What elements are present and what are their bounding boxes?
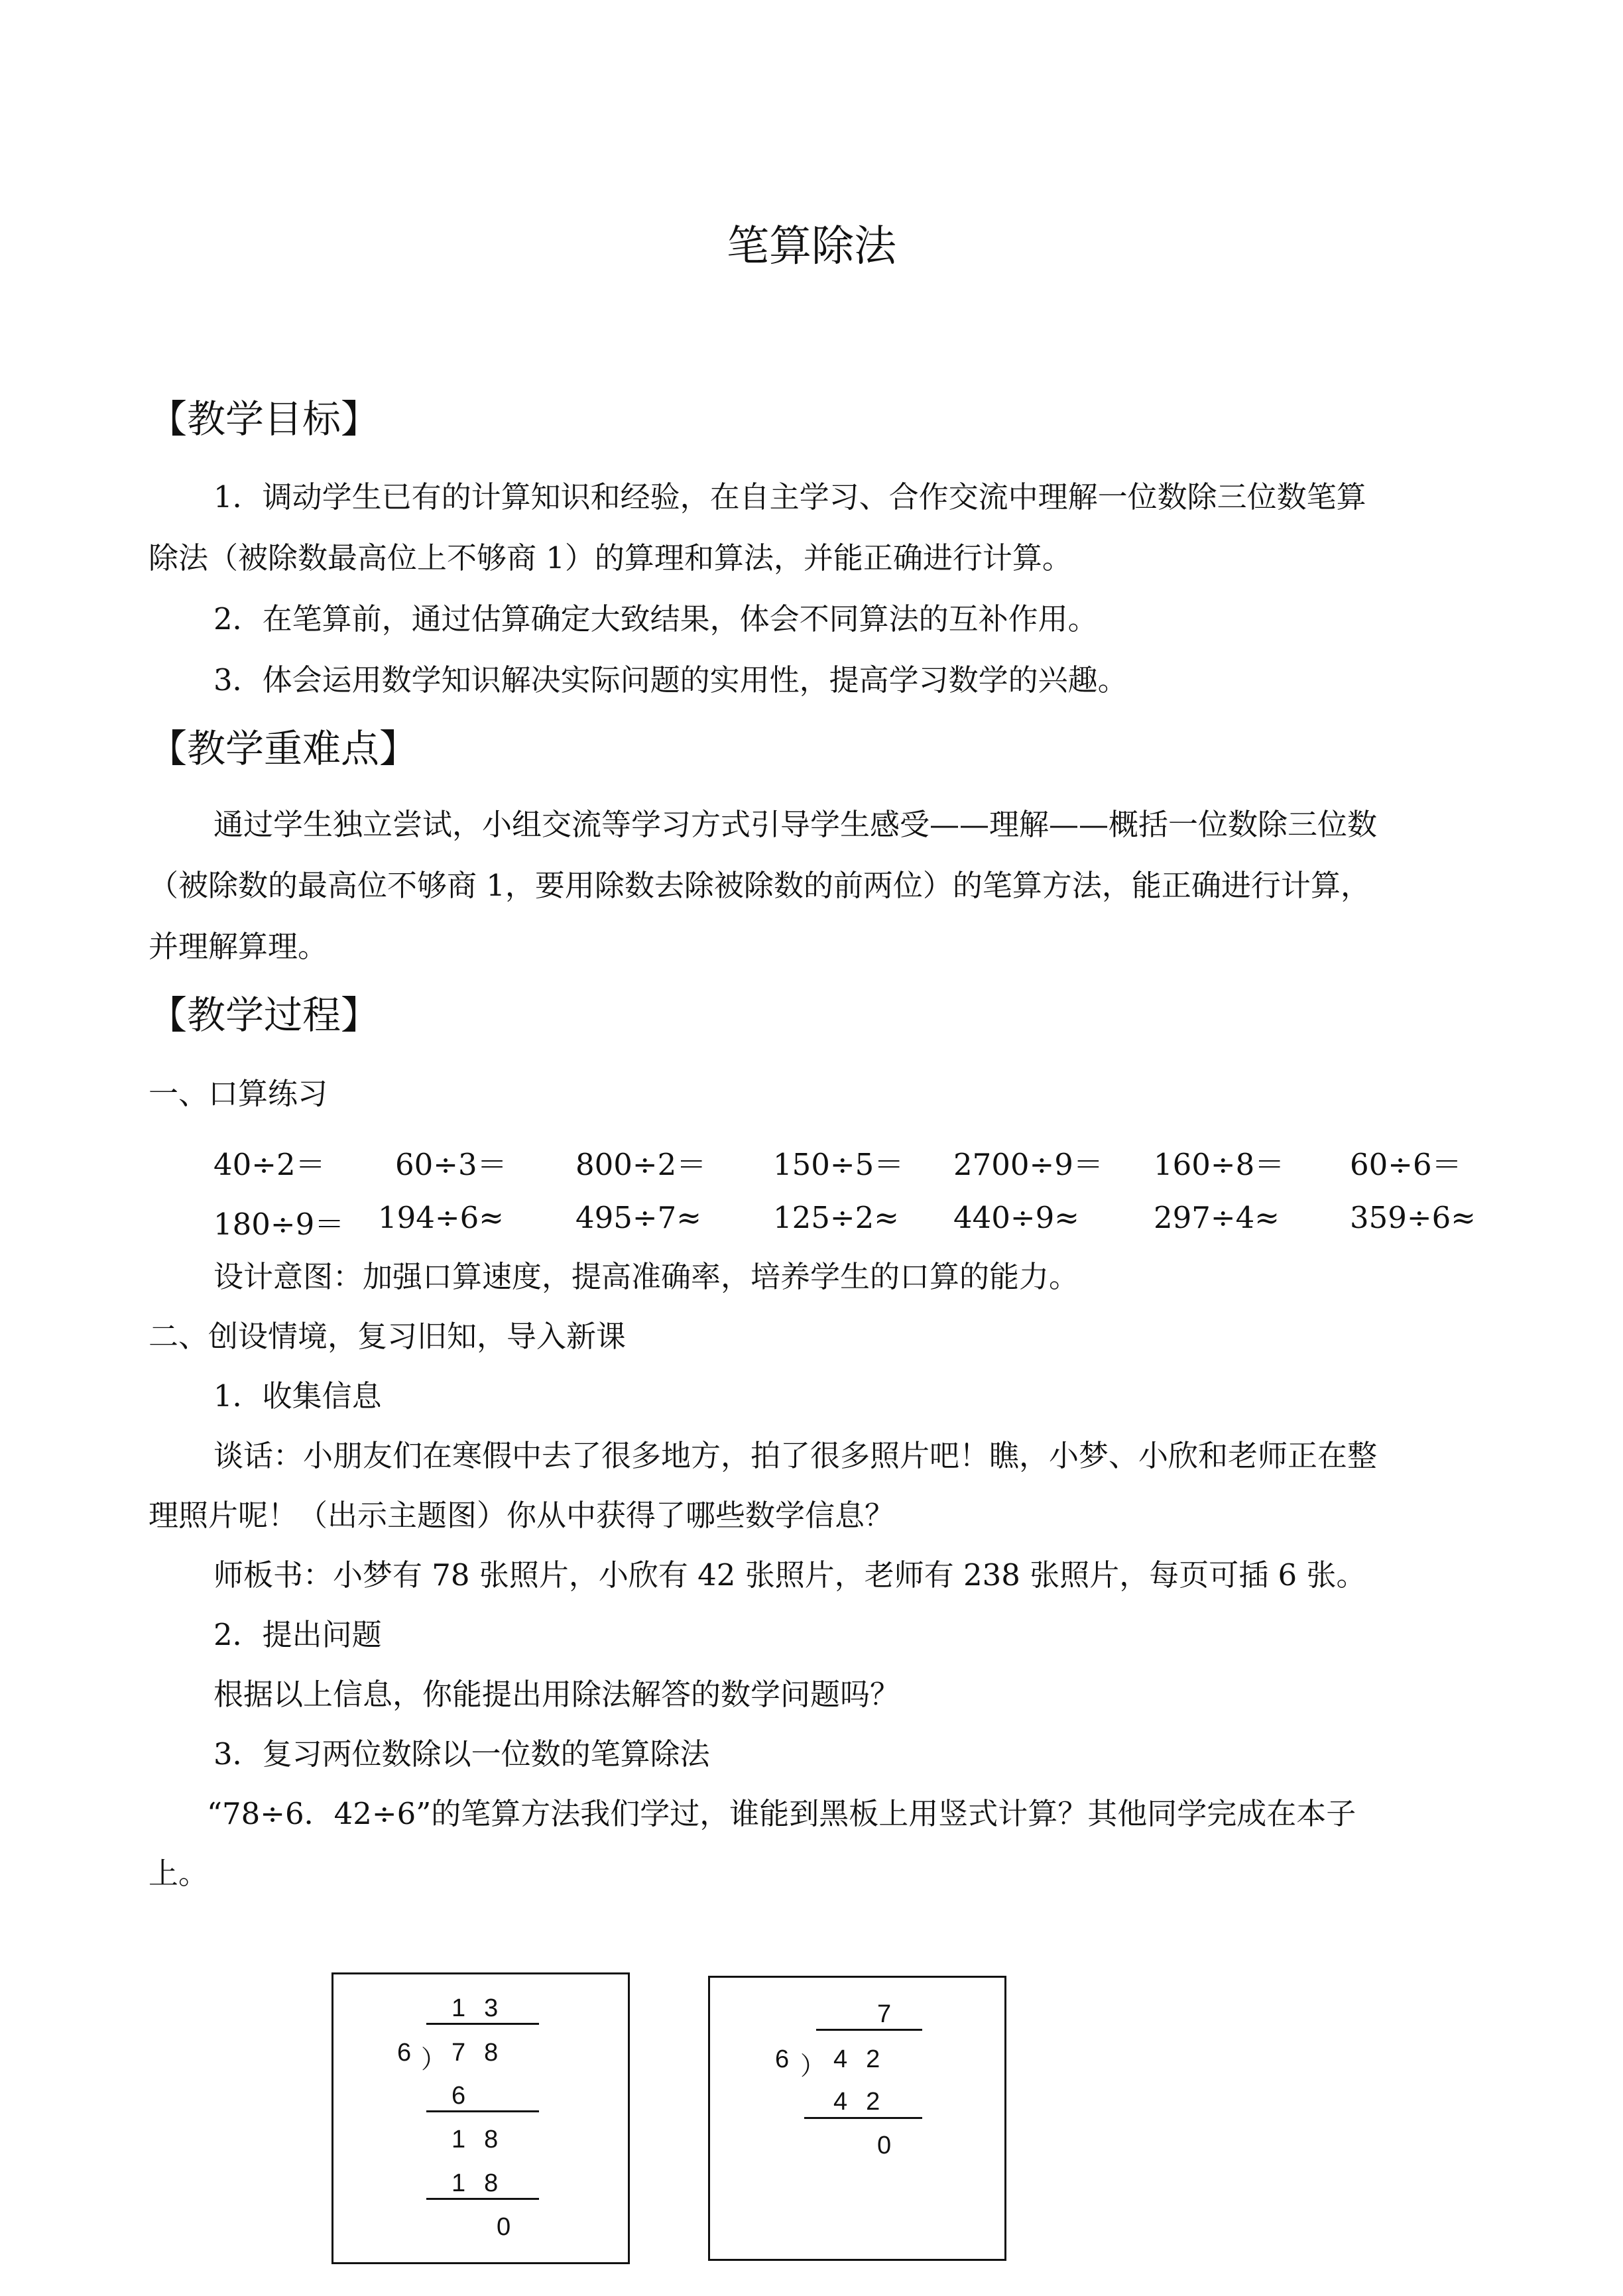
partial-remainder: 18 (451, 2126, 517, 2153)
divisor: 6 (397, 2039, 412, 2067)
calc-item: 440÷9≈ (953, 1200, 1079, 1235)
calc-item: 297÷4≈ (1154, 1200, 1280, 1235)
division-bracket: ） (800, 2053, 826, 2081)
quotient-line (426, 2023, 539, 2025)
process-heading: 【教学过程】 (149, 993, 380, 1038)
question-text: 根据以上信息，你能提出用除法解答的数学问题吗？ (213, 1677, 900, 1712)
key-line-2: （被除数的最高位不够商 1，要用除数去除被除数的前两位）的笔算方法，能正确进行计算， (149, 868, 1370, 903)
key-heading: 【教学重难点】 (149, 726, 418, 771)
page-title: 笔算除法 (727, 222, 896, 271)
calc-item: 60÷3＝ (395, 1147, 507, 1182)
goal-line-2: 除法（被除数最高位上不够商 1）的算理和算法，并能正确进行计算。 (149, 540, 1072, 575)
part2-sub1: 1．收集信息 (213, 1378, 382, 1414)
long-division-42-by-6 (708, 1976, 1006, 2261)
key-line-3: 并理解算理。 (149, 929, 328, 964)
dividend: 42 (833, 2045, 899, 2073)
part2-sub2: 2．提出问题 (213, 1617, 382, 1652)
calc-item: 125÷2≈ (773, 1200, 899, 1235)
quotient-line (816, 2029, 922, 2031)
calc-item: 359÷6≈ (1350, 1200, 1476, 1235)
calc-item: 194÷6≈ (378, 1200, 504, 1235)
goal-line-3: 2．在笔算前，通过估算确定大致结果，体会不同算法的互补作用。 (213, 601, 1098, 636)
dividend: 78 (451, 2039, 517, 2067)
final-remainder: 0 (497, 2213, 530, 2241)
goals-heading: 【教学目标】 (149, 396, 380, 442)
talk-line-1: 谈话：小朋友们在寒假中去了很多地方，拍了很多照片吧！瞧，小梦、小欣和老师正在整 (213, 1438, 1378, 1473)
subtract-line-1 (804, 2117, 922, 2119)
part2-heading: 二、创设情境，复习旧知，导入新课 (149, 1319, 627, 1354)
key-line-1: 通过学生独立尝试，小组交流等学习方式引导学生感受——理解——概括一位数除三位数 (213, 807, 1378, 842)
review-line-2: 上。 (149, 1856, 209, 1891)
quotient: 7 (877, 2000, 910, 2028)
calc-item: 60÷6＝ (1350, 1147, 1462, 1182)
division-bracket: ） (421, 2046, 447, 2074)
board-text: 师板书：小梦有 78 张照片，小欣有 42 张照片，老师有 238 张照片，每页可插 6 张。 (213, 1557, 1366, 1593)
quotient: 13 (451, 1994, 517, 2022)
subtract-step-1: 42 (833, 2088, 899, 2116)
talk-line-2: 理照片呢！（出示主题图）你从中获得了哪些数学信息？ (149, 1498, 895, 1533)
part2-sub3: 3．复习两位数除以一位数的笔算除法 (213, 1736, 710, 1772)
subtract-step-1: 6 (451, 2082, 485, 2110)
subtract-step-2: 18 (451, 2169, 517, 2197)
calc-item: 800÷2＝ (575, 1147, 707, 1182)
long-division-78-by-6 (331, 1972, 630, 2264)
divisor: 6 (775, 2045, 790, 2073)
goal-line-1: 1．调动学生已有的计算知识和经验，在自主学习、合作交流中理解一位数除三位数笔算 (213, 479, 1366, 514)
review-line-1: “78÷6．42÷6”的笔算方法我们学过，谁能到黑板上用竖式计算？其他同学完成在本子 (207, 1796, 1356, 1831)
part1-heading: 一、口算练习 (149, 1076, 328, 1111)
final-remainder: 0 (877, 2132, 910, 2159)
calc-item: 495÷7≈ (575, 1200, 701, 1235)
goal-line-4: 3．体会运用数学知识解决实际问题的实用性，提高学习数学的兴趣。 (213, 662, 1128, 697)
calc-item: 40÷2＝ (213, 1147, 326, 1182)
calc-item: 160÷8＝ (1154, 1147, 1285, 1182)
calc-item: 180÷9＝ (213, 1207, 345, 1242)
calc-item: 150÷5＝ (773, 1147, 904, 1182)
subtract-line-1 (426, 2110, 539, 2112)
subtract-line-2 (426, 2198, 539, 2200)
calc-item: 2700÷9＝ (953, 1147, 1103, 1182)
design-intent: 设计意图：加强口算速度，提高准确率，培养学生的口算的能力。 (213, 1259, 1079, 1294)
